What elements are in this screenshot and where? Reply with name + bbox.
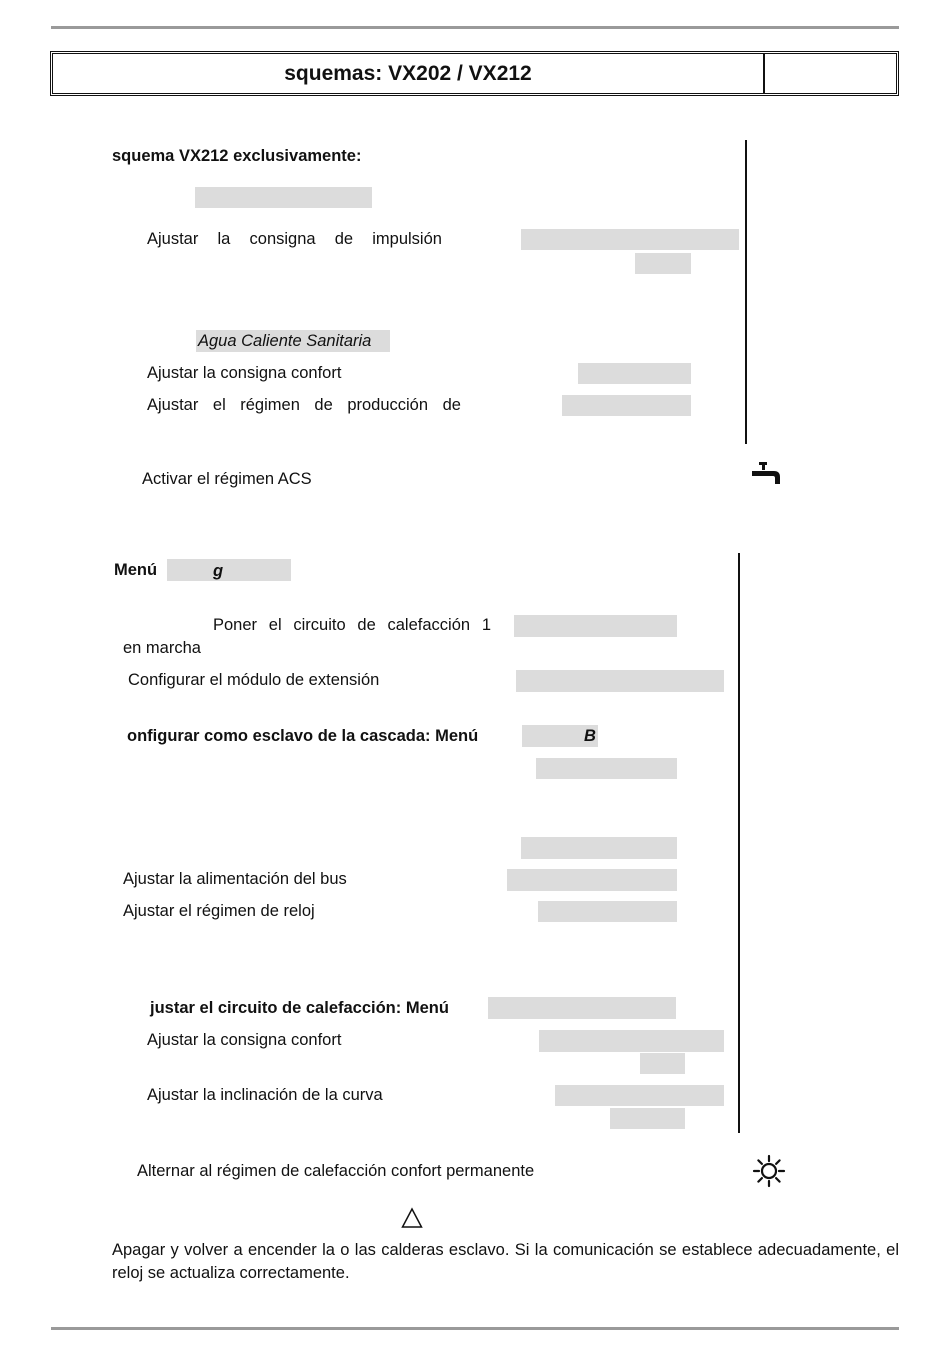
word: de [357,616,376,634]
redacted-field [195,187,372,208]
word: de [334,230,354,248]
comfort-permanent-step: Alternar al régimen de calefacción confort permanente [137,1162,535,1180]
word: de [442,396,461,414]
menu-code-highlight [167,559,291,581]
clock-mode-step: Ajustar el régimen de reloj [123,902,315,920]
warning-triangle-icon [401,1207,423,1229]
curve-slope-step: Ajustar la inclinación de la curva [147,1086,383,1104]
word: de [314,396,333,414]
word: 1 [481,616,491,634]
section1-margin-line [745,140,747,444]
word: Ajustar [147,230,199,248]
redacted-field [578,363,691,384]
slave-menu-code: B [584,727,596,745]
step-comfort-setpoint: Ajustar la consigna confort [147,364,342,382]
redacted-field [514,615,677,637]
section2-margin-line [738,553,740,1133]
title-box [50,51,899,96]
redacted-field [521,229,739,250]
page-title: squemas: VX202 / VX212 [284,62,532,85]
redacted-field [539,1030,724,1052]
step-circuit-on-continued: en marcha [123,639,201,657]
adjust-circuit-heading: justar el circuito de calefacción: Menú [150,999,449,1017]
section1-heading: squema VX212 exclusivamente: [112,147,362,165]
configure-extension-module: Configurar el módulo de extensión [128,671,380,689]
top-rule [51,26,899,29]
comfort-setpoint-step: Ajustar la consigna confort [147,1031,342,1049]
dhw-label: Agua Caliente Sanitaria [198,332,372,350]
word: el [268,616,282,634]
redacted-field [488,997,676,1019]
redacted-field [507,869,677,891]
bus-power-step: Ajustar la alimentación del bus [123,870,347,888]
word: consigna [249,230,316,248]
redacted-field [610,1108,685,1129]
word: circuito [293,616,346,634]
menu-label: Menú [114,561,158,579]
title-divider [763,54,765,93]
redacted-field [640,1053,685,1074]
bottom-rule [51,1327,899,1330]
redacted-field [562,395,691,416]
redacted-field [521,837,677,859]
step-circuit-on [213,616,491,635]
slave-config-heading: onfigurar como esclavo de la cascada: Menú [127,727,479,745]
word: Poner [213,616,258,634]
redacted-field [516,670,724,692]
redacted-field [635,253,691,274]
redacted-field [538,901,677,922]
word: impulsión [372,230,442,248]
redacted-field [536,758,677,779]
step-adjust-flow-setpoint [147,230,442,249]
sun-icon [753,1155,785,1187]
word: Ajustar [147,396,199,414]
word: el [212,396,226,414]
step-production-mode [147,396,461,415]
redacted-field [555,1085,724,1106]
word: calefacción [387,616,471,634]
menu-code: g [213,562,224,580]
tap-icon [750,462,784,488]
word: régimen [240,396,300,414]
activate-dhw-mode: Activar el régimen ACS [142,470,312,488]
word: la [217,230,231,248]
word: producción [347,396,429,414]
note-paragraph: Apagar y volver a encender la o las calderas esclavo. Si la comunicación se establece adecuadamente, el reloj se actualiza correctamente. [112,1241,899,1282]
